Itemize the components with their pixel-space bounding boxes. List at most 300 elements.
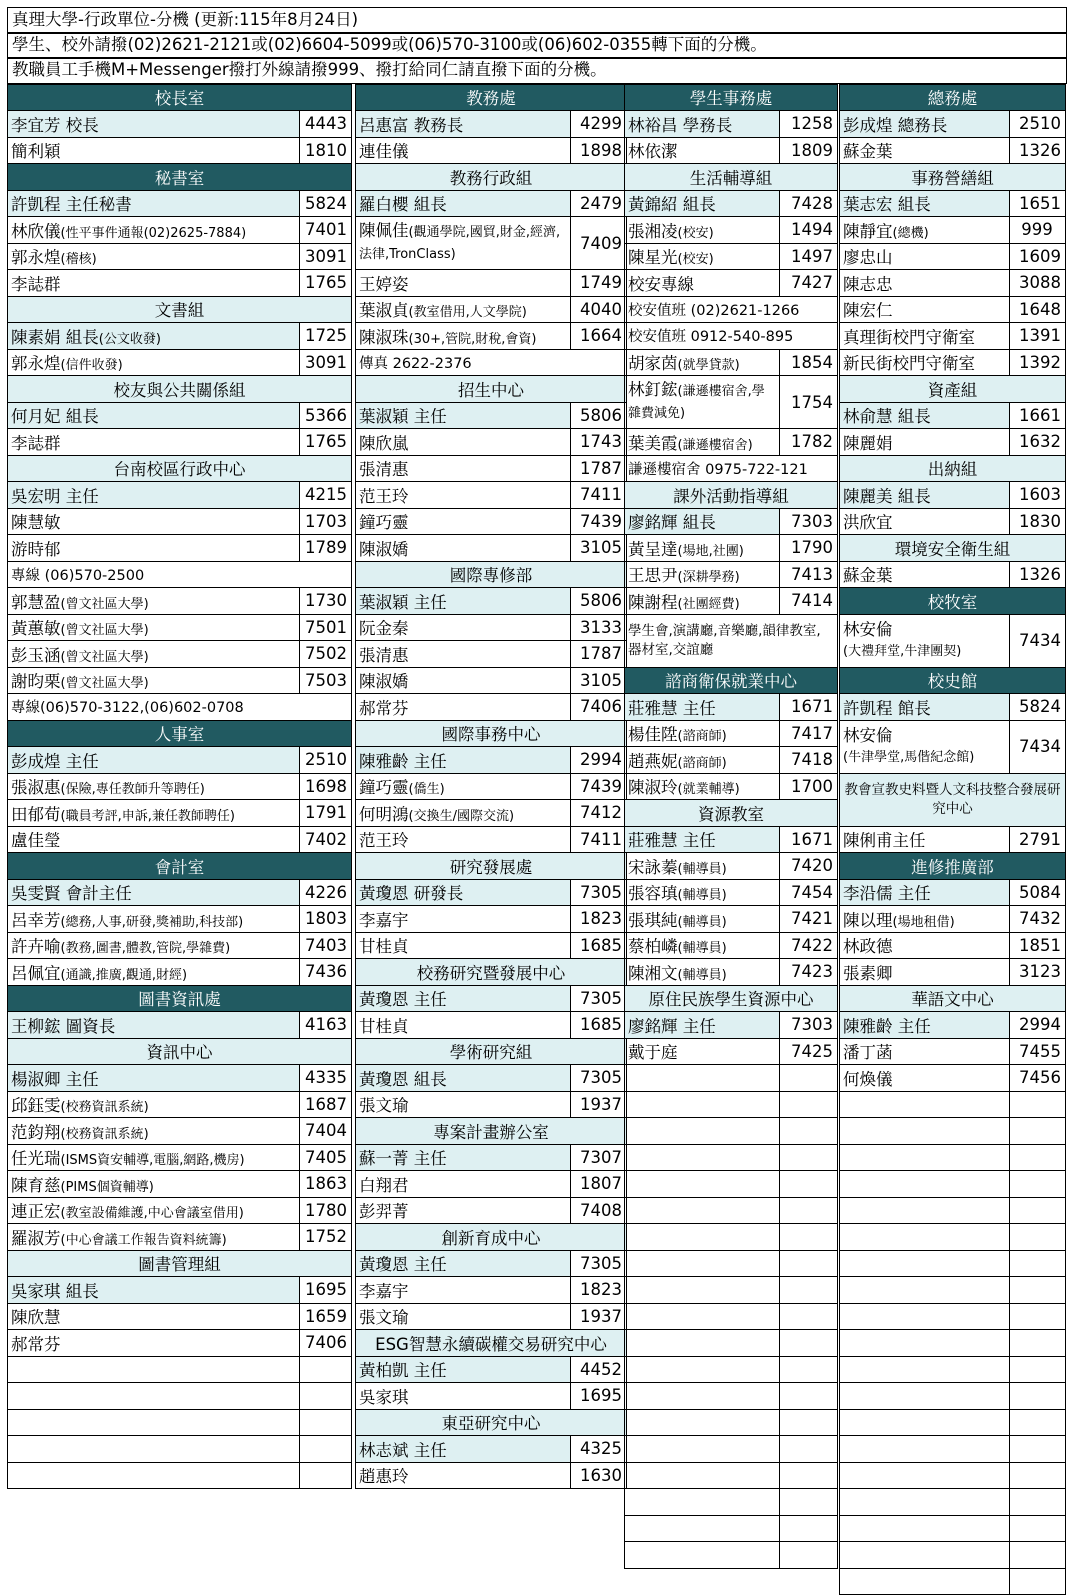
table-row (356, 614, 627, 641)
section-header: 學術研究組 (356, 1038, 627, 1065)
section-header-row (625, 164, 838, 191)
contact-name-text: 葉淑穎 主任 (359, 593, 447, 612)
extension-number (1010, 1489, 1066, 1516)
table-row (356, 190, 627, 217)
section-header-row (840, 164, 1066, 191)
contact-name-text: 趙燕妮 (628, 752, 678, 771)
table-row (625, 959, 838, 986)
contact-note: (曾文社區大學) (61, 650, 149, 665)
contact-name (8, 1118, 300, 1145)
contact-name (8, 773, 300, 800)
directory-column-4 (839, 84, 1066, 1595)
extension-number (780, 1091, 838, 1118)
contact-name (8, 932, 300, 959)
contact-name (840, 1515, 1010, 1542)
contact-name (625, 826, 780, 853)
section-header-row (840, 455, 1066, 482)
info-text: 校安值班 0912-540-895 (625, 323, 838, 350)
contact-name-text: 葉淑穎 主任 (359, 407, 447, 426)
extension-number: 2510 (300, 747, 352, 774)
extension-number: 1749 (571, 270, 627, 297)
table-row (625, 826, 838, 853)
table-row (625, 349, 838, 376)
table-row (840, 1542, 1066, 1569)
extension-number: 1765 (300, 429, 352, 456)
extension-number: 7425 (780, 1038, 838, 1065)
contact-name (356, 667, 571, 694)
contact-note: (教務,圖書,體教,管院,學雜費) (61, 941, 231, 956)
extension-number (300, 1383, 352, 1410)
table-row (8, 800, 352, 827)
contact-name-text: 何月妃 組長 (11, 407, 99, 426)
table-row (625, 1462, 838, 1489)
contact-name-text: 李嘉宇 (359, 911, 409, 930)
table-row (840, 932, 1066, 959)
extension-number: 7436 (300, 959, 352, 986)
contact-note: (社團經費) (678, 597, 740, 612)
extension-number (1010, 1144, 1066, 1171)
contact-name (8, 1144, 300, 1171)
info-row (625, 323, 838, 350)
extension-number: 1752 (300, 1224, 352, 1251)
contact-name (840, 826, 1010, 853)
extension-number (780, 1065, 838, 1092)
section-header: 國際事務中心 (356, 720, 627, 747)
extension-number: 7456 (1010, 1065, 1066, 1092)
contact-name (840, 323, 1010, 350)
extension-number: 7455 (1010, 1038, 1066, 1065)
section-header: 教會宣教史料暨人文科技整合發展研究中心 (840, 773, 1066, 826)
contact-name-text: 黃瓊恩 組長 (359, 1070, 447, 1089)
table-row (356, 1012, 627, 1039)
extension-number: 7503 (300, 667, 352, 694)
extension-number: 2479 (571, 190, 627, 217)
extension-number: 1854 (780, 349, 838, 376)
table-row (840, 1038, 1066, 1065)
contact-name-text: 呂幸芳 (11, 911, 61, 930)
table-row (625, 1144, 838, 1171)
contact-name (840, 1065, 1010, 1092)
contact-name (840, 1091, 1010, 1118)
section-header-row (356, 1409, 627, 1436)
contact-name-text: 莊雅慧 主任 (628, 831, 716, 850)
contact-name (625, 853, 780, 880)
contact-name (625, 1383, 780, 1410)
table-row (625, 508, 838, 535)
table-row (625, 137, 838, 164)
extension-number: 7413 (780, 561, 838, 588)
contact-name-text: 林政德 (843, 937, 893, 956)
contact-name-text: 呂佩宜 (11, 964, 61, 983)
contact-name-text: 吳家琪 (359, 1388, 409, 1407)
contact-name (8, 1224, 300, 1251)
table-row (840, 614, 1066, 667)
table-row (625, 694, 838, 721)
info-text: 專線 (06)570-2500 (8, 561, 352, 588)
table-row (8, 826, 352, 853)
table-row (840, 1277, 1066, 1304)
extension-number: 1807 (571, 1171, 627, 1198)
contact-name (8, 243, 300, 270)
contact-name-text: 陳素娟 組長 (11, 328, 99, 347)
contact-name-text: 陳星光 (628, 248, 678, 267)
contact-name (8, 323, 300, 350)
contact-note: (諮商師) (678, 756, 727, 771)
table-row (356, 1065, 627, 1092)
contact-name (8, 1330, 300, 1357)
extension-number: 1782 (780, 429, 838, 456)
contact-name (625, 1038, 780, 1065)
contact-name-text: 張文瑜 (359, 1096, 409, 1115)
section-header: 生活輔導組 (625, 164, 838, 191)
contact-name (840, 349, 1010, 376)
table-row (625, 853, 838, 880)
extension-number: 7502 (300, 641, 352, 668)
contact-name (8, 1171, 300, 1198)
table-row (840, 1171, 1066, 1198)
contact-note: (ISMS資安輔導,電腦,網路,機房) (61, 1153, 245, 1168)
info-row (625, 455, 838, 482)
contact-name (840, 614, 1010, 667)
contact-name (8, 270, 300, 297)
section-header: 專案計畫辦公室 (356, 1118, 627, 1145)
contact-note: (總機) (893, 226, 929, 241)
table-row (625, 932, 838, 959)
contact-name-text: 何煥儀 (843, 1070, 893, 1089)
section-header-row (840, 667, 1066, 694)
table-row (840, 349, 1066, 376)
contact-name-text: 郝常芬 (359, 699, 409, 718)
extension-number: 7401 (300, 217, 352, 244)
contact-name-text: 謝昀栗 (11, 672, 61, 691)
contact-name (8, 190, 300, 217)
dial-instructions-staff: 教職員工手機M+Messenger撥打外線請撥999、撥打給同仁請直撥下面的分機。 (7, 57, 1067, 84)
extension-number: 7305 (571, 1065, 627, 1092)
contact-name (625, 1436, 780, 1463)
table-row (8, 614, 352, 641)
contact-name (356, 614, 571, 641)
section-header: 會計室 (8, 853, 352, 880)
extension-number: 1661 (1010, 402, 1066, 429)
extension-number (1010, 1171, 1066, 1198)
contact-name-text: 新民街校門守衛室 (843, 354, 975, 373)
table-row (840, 1436, 1066, 1463)
extension-number: 7305 (571, 879, 627, 906)
section-header: 秘書室 (8, 164, 352, 191)
contact-name (356, 402, 571, 429)
contact-name (840, 1436, 1010, 1463)
table-row (625, 588, 838, 615)
extension-number: 5806 (571, 588, 627, 615)
contact-note: (信件收發) (61, 358, 123, 373)
extension-number: 3133 (571, 614, 627, 641)
table-row (625, 561, 838, 588)
table-row (625, 1038, 838, 1065)
contact-name (356, 1144, 571, 1171)
contact-name-text: 陳淑珠 (359, 328, 409, 347)
extension-number (300, 1356, 352, 1383)
extension-number: 7428 (780, 190, 838, 217)
table-row (840, 1568, 1066, 1595)
table-row (625, 1091, 838, 1118)
contact-name (840, 1197, 1010, 1224)
contact-name-text: 羅淑芳 (11, 1229, 61, 1248)
table-row (8, 1462, 352, 1489)
contact-name-text: 游時郁 (11, 540, 61, 559)
section-header: 學生事務處 (625, 84, 838, 111)
directory-page (7, 7, 1067, 1504)
section-header-row (8, 720, 352, 747)
contact-name (840, 1356, 1010, 1383)
extension-number: 7439 (571, 508, 627, 535)
contact-name-text: 葉美霞 (628, 434, 678, 453)
table-row (356, 1436, 627, 1463)
table-row (625, 1409, 838, 1436)
extension-number (780, 1383, 838, 1410)
section-header-row (356, 853, 627, 880)
extension-number (1010, 1224, 1066, 1251)
contact-name (840, 402, 1010, 429)
contact-name-text: 陳欣嵐 (359, 434, 409, 453)
extension-number: 7417 (780, 720, 838, 747)
table-row (356, 1091, 627, 1118)
section-header: 進修推廣部 (840, 853, 1066, 880)
contact-name (625, 508, 780, 535)
table-row (356, 985, 627, 1012)
contact-name (625, 561, 780, 588)
contact-name (840, 1489, 1010, 1516)
extension-number: 1659 (300, 1303, 352, 1330)
contact-name (356, 826, 571, 853)
extension-number (780, 1144, 838, 1171)
table-row (625, 270, 838, 297)
extension-number (300, 1436, 352, 1463)
contact-name-text: 洪欣宜 (843, 513, 893, 532)
section-header-row (840, 376, 1066, 403)
contact-note: (謙遜樓宿舍) (678, 438, 753, 453)
contact-name (840, 1330, 1010, 1357)
extension-number (1010, 1277, 1066, 1304)
contact-name-text: 王柳鋐 圖資長 (11, 1017, 115, 1036)
extension-number: 1648 (1010, 296, 1066, 323)
extension-number (780, 1542, 838, 1569)
contact-name (840, 1462, 1010, 1489)
table-row (356, 826, 627, 853)
extension-number: 1698 (300, 773, 352, 800)
table-row (840, 270, 1066, 297)
table-row (8, 1356, 352, 1383)
contact-name-text: 蘇一菁 主任 (359, 1149, 447, 1168)
contact-name-text: 陳麗美 組長 (843, 487, 931, 506)
section-header-row (8, 455, 352, 482)
table-row (356, 402, 627, 429)
extension-number (1010, 1462, 1066, 1489)
contact-name-text: 陳育慈 (11, 1176, 61, 1195)
extension-number: 5084 (1010, 879, 1066, 906)
contact-name-text: 郭永煌 (11, 354, 61, 373)
contact-name (625, 1303, 780, 1330)
contact-name-text: 彭羿菁 (359, 1202, 409, 1221)
contact-name (356, 111, 571, 138)
extension-number: 7423 (780, 959, 838, 986)
contact-name-text: 彭玉涵 (11, 646, 61, 665)
info-text: 傳真 2622-2376 (356, 349, 627, 376)
contact-name-text: 林俞慧 組長 (843, 407, 931, 426)
section-header: 教務處 (356, 84, 627, 111)
section-header-row (8, 376, 352, 403)
contact-name-text: 葉淑貞 (359, 301, 409, 320)
contact-name (840, 217, 1010, 244)
contact-name (8, 800, 300, 827)
table-row (356, 296, 627, 323)
extension-number: 7427 (780, 270, 838, 297)
extension-table (624, 84, 838, 1569)
extension-number: 4215 (300, 482, 352, 509)
section-header-row (356, 84, 627, 111)
extension-number (780, 1250, 838, 1277)
extension-number: 7405 (300, 1144, 352, 1171)
table-row (8, 667, 352, 694)
table-row (840, 217, 1066, 244)
contact-name-text: 陳雅齡 主任 (843, 1017, 931, 1036)
contact-name-text: 李沿儒 主任 (843, 884, 931, 903)
extension-number: 7412 (571, 800, 627, 827)
table-row (625, 1224, 838, 1251)
extension-number: 1937 (571, 1091, 627, 1118)
contact-name (8, 1012, 300, 1039)
contact-name-text: 陳以理 (843, 911, 893, 930)
extension-number: 2510 (1010, 111, 1066, 138)
section-header-row (356, 376, 627, 403)
extension-number (780, 1489, 838, 1516)
extension-number: 1494 (780, 217, 838, 244)
contact-name (356, 906, 571, 933)
table-row (840, 243, 1066, 270)
info-text: 謙遜樓宿舍 0975-722-121 (625, 455, 838, 482)
info-row (625, 296, 838, 323)
table-row (356, 429, 627, 456)
contact-name-text: 李誌群 (11, 275, 61, 294)
table-row (356, 1171, 627, 1198)
table-row (8, 482, 352, 509)
contact-name-text: 楊淑卿 主任 (11, 1070, 99, 1089)
contact-name-text: 林安倫 (843, 726, 893, 745)
contact-name-text: 林欣儀 (11, 222, 61, 241)
extension-number: 1392 (1010, 349, 1066, 376)
section-header: 文書組 (8, 296, 352, 323)
info-row (8, 694, 352, 721)
contact-name-text: 校安專線 (628, 275, 694, 294)
contact-name (8, 667, 300, 694)
table-row (840, 111, 1066, 138)
contact-name (625, 1250, 780, 1277)
contact-name (625, 932, 780, 959)
contact-note: (PIMS個資輔導) (61, 1180, 154, 1195)
section-header: 校長室 (8, 84, 352, 111)
extension-number: 7411 (571, 482, 627, 509)
contact-note: (就學貸款) (678, 358, 740, 373)
contact-name (840, 1383, 1010, 1410)
contact-name-text: 林依潔 (628, 142, 678, 161)
contact-name (356, 508, 571, 535)
contact-name-text: 郝常芬 (11, 1335, 61, 1354)
extension-number (1010, 1409, 1066, 1436)
contact-name-text: 陳佩佳 (359, 221, 409, 240)
contact-name (840, 190, 1010, 217)
table-row (625, 1515, 838, 1542)
table-row (840, 1144, 1066, 1171)
section-header-row (356, 1224, 627, 1251)
contact-name (840, 1568, 1010, 1595)
contact-name-text: 李誌群 (11, 434, 61, 453)
section-header-row (840, 773, 1066, 826)
table-row (8, 1224, 352, 1251)
table-row (356, 1303, 627, 1330)
extension-number: 7432 (1010, 906, 1066, 933)
table-row (8, 1330, 352, 1357)
extension-number (780, 1303, 838, 1330)
extension-number: 4299 (571, 111, 627, 138)
contact-name-text: 蘇金葉 (843, 566, 893, 585)
extension-number: 7406 (300, 1330, 352, 1357)
contact-name-text: 王思尹 (628, 566, 678, 585)
contact-name (356, 747, 571, 774)
contact-name-text: 陳雅齡 主任 (359, 752, 447, 771)
section-header-row (625, 84, 838, 111)
contact-name (625, 1409, 780, 1436)
contact-name (840, 508, 1010, 535)
contact-name-text: 趙惠玲 (359, 1467, 409, 1486)
contact-note: (交換生/國際交流) (409, 809, 515, 824)
contact-name (840, 694, 1010, 721)
section-header: 原住民族學生資源中心 (625, 985, 838, 1012)
extension-number (1010, 1542, 1066, 1569)
contact-name-text: 黃蕙敏 (11, 619, 61, 638)
contact-name-text: 彭成煌 主任 (11, 752, 99, 771)
table-row (840, 959, 1066, 986)
extension-number: 1809 (780, 137, 838, 164)
contact-name (625, 1118, 780, 1145)
extension-number: 1725 (300, 323, 352, 350)
contact-note: (場地租借) (893, 915, 955, 930)
extension-number: 1898 (571, 137, 627, 164)
contact-name-text: 張淑惠 (11, 778, 61, 797)
contact-note: (牛津學堂,馬偕紀念館) (843, 750, 974, 765)
extension-number: 7402 (300, 826, 352, 853)
contact-name-text: 羅白櫻 組長 (359, 195, 447, 214)
table-row (840, 879, 1066, 906)
contact-name-text: 連佳儀 (359, 142, 409, 161)
contact-name (625, 1012, 780, 1039)
directory-column-1 (7, 84, 352, 1490)
extension-number: 7421 (780, 906, 838, 933)
contact-name-text: 盧佳瑩 (11, 831, 61, 850)
contact-name (840, 932, 1010, 959)
extension-number: 3105 (571, 535, 627, 562)
contact-name-text: 黃瓊恩 研發長 (359, 884, 463, 903)
table-row (625, 906, 838, 933)
section-header-row (625, 985, 838, 1012)
extension-number: 7409 (571, 217, 627, 270)
table-row (8, 1144, 352, 1171)
table-row (840, 1462, 1066, 1489)
contact-note: (輔導員) (678, 862, 727, 877)
contact-name (625, 535, 780, 562)
table-row (356, 879, 627, 906)
table-row (8, 137, 352, 164)
extension-number: 7408 (571, 1197, 627, 1224)
table-row (356, 1197, 627, 1224)
